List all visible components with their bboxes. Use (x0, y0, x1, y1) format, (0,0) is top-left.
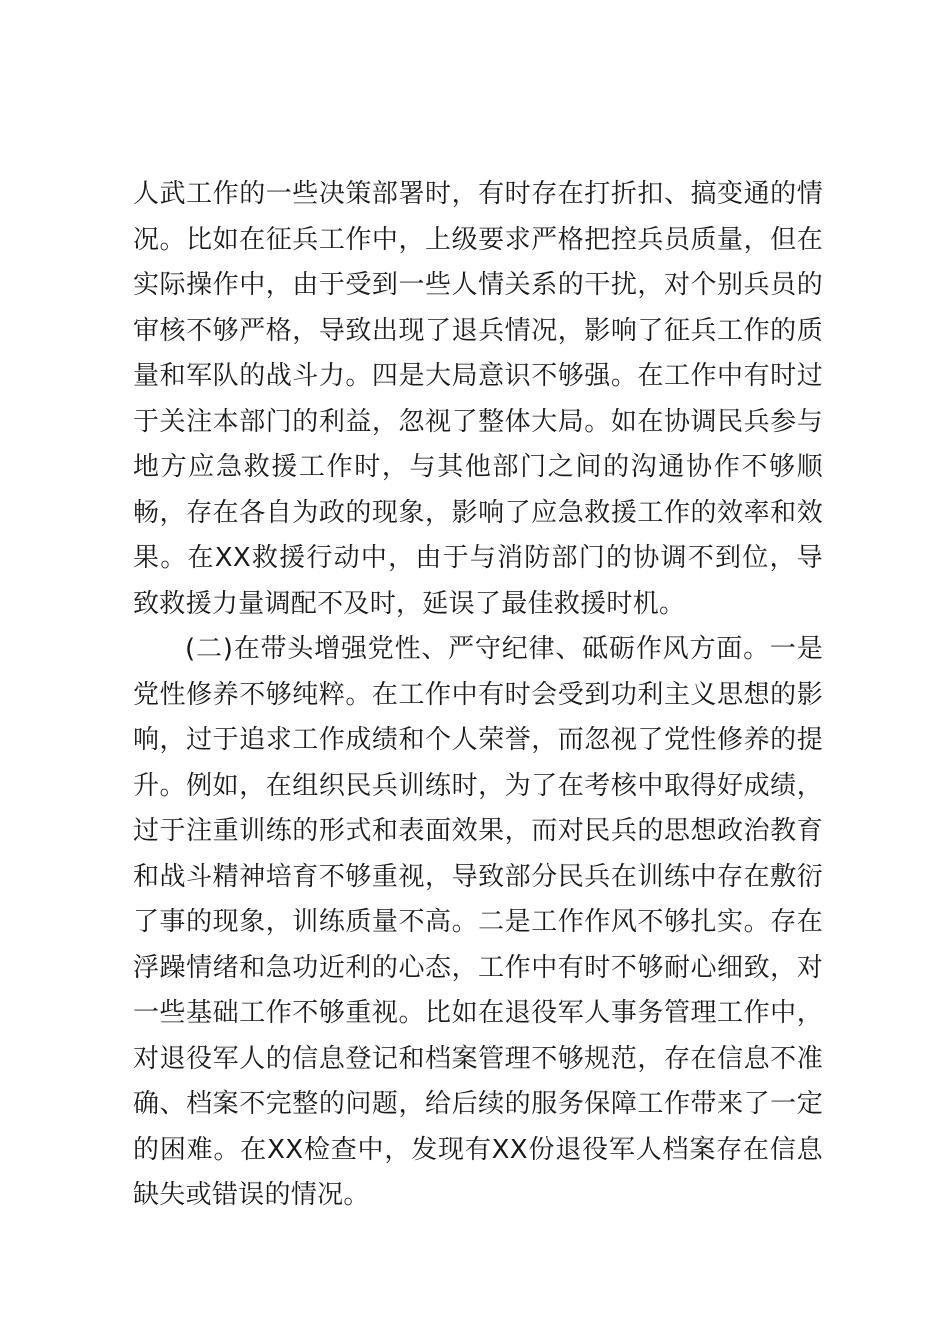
paragraph-continuation: 人武工作的一些决策部署时，有时存在打折扣、搞变通的情况。比如在征兵工作中，上级要求严格把控兵员质量，但在实际操作中，由于受到一些人情关系的干扰，对个别兵员的审核不够严格，导致出现了退兵情况，影响了征兵工作的质量和军队的战斗力。四是大局意识不够强。在工作中有时过于关注本部门的利益，忽视了整体大局。如在协调民兵参与地方应急救援工作时，与其他部门之间的沟通协作不够顺畅，存在各自为政的现象，影响了应急救援工作的效率和效果。在XX救援行动中，由于与消防部门的协调不到位，导致救援力量调配不及时，延误了最佳救援时机。 (133, 179, 823, 619)
document-body (133, 172, 823, 1219)
paragraph-section-two: (二)在带头增强党性、严守纪律、砥砺作风方面。一是党性修养不够纯粹。在工作中有时会受到功利主义思想的影响，过于追求工作成绩和个人荣誉，而忽视了党性修养的提升。例如，在组织民兵训练时，为了在考核中取得好成绩，过于注重训练的形式和表面效果，而对民兵的思想政治教育和战斗精神培育不够重视，导致部分民兵在训练中存在敷衍了事的现象，训练质量不高。二是工作作风不够扎实。存在浮躁情绪和急功近利的心态，工作中有时不够耐心细致，对一些基础工作不够重视。比如在退役军人事务管理工作中，对退役军人的信息登记和档案管理不够规范，存在信息不准确、档案不完整的问题，给后续的服务保障工作带来了一定的困难。在XX检查中，发现有XX份退役军人档案存在信息缺失或错误的情况。 (133, 634, 823, 1210)
